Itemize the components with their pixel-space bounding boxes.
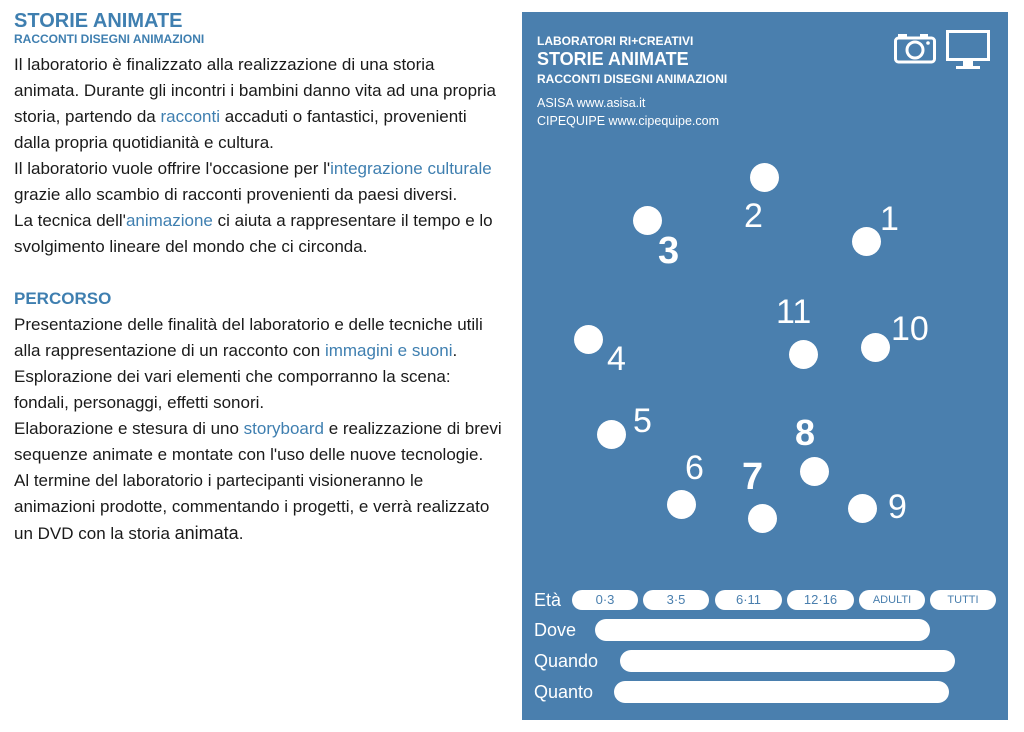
quando-field[interactable] xyxy=(620,650,955,672)
number-6: 6 xyxy=(685,449,704,487)
camera-icon xyxy=(894,32,936,64)
text-segment: accaduti o fantastici, provenienti dalla propria quotidianità e cultura. xyxy=(14,107,467,152)
text-segment: ci aiuta a rappresentare il tempo e lo svolgimento lineare del mondo che ci circonda. xyxy=(14,211,493,256)
dot-4 xyxy=(574,325,603,354)
number-4: 4 xyxy=(607,340,626,378)
dot-1 xyxy=(852,227,881,256)
eta-option-0-3[interactable]: 0·3 xyxy=(572,590,638,610)
info-panel xyxy=(522,12,1008,720)
number-11: 11 xyxy=(776,293,812,331)
eta-label: Età xyxy=(534,590,562,610)
text-segment: Presentazione delle finalità del laboratorio e delle tecniche utili alla rappresentazione di un racconto con xyxy=(14,315,483,360)
asisa-link[interactable]: ASISA www.asisa.it xyxy=(537,96,646,110)
quanto-label: Quanto xyxy=(534,682,594,702)
dove-field[interactable] xyxy=(595,619,930,641)
percorso-paragraph-4 xyxy=(14,468,504,547)
dot-5 xyxy=(597,420,626,449)
eta-option-3-5[interactable]: 3·5 xyxy=(643,590,709,610)
dot-8 xyxy=(800,457,829,486)
dot-2 xyxy=(750,163,779,192)
quando-label: Quando xyxy=(534,651,599,671)
percorso-title: PERCORSO xyxy=(14,289,112,308)
intro-paragraph-1 xyxy=(14,52,504,156)
page-subtitle: RACCONTI DISEGNI ANIMAZIONI xyxy=(14,32,205,46)
quanto-field[interactable] xyxy=(614,681,949,703)
dot-7 xyxy=(748,504,777,533)
panel-heading-series: LABORATORI RI+CREATIVI xyxy=(537,34,694,48)
number-7: 7 xyxy=(742,456,764,498)
eta-option-12-16[interactable]: 12·16 xyxy=(787,590,854,610)
percorso-paragraph-2 xyxy=(14,364,504,416)
dot-9 xyxy=(848,494,877,523)
highlighted-term: animazione xyxy=(125,211,213,230)
text-segment: grazie allo scambio di racconti provenienti da paesi diversi. xyxy=(14,185,458,204)
left-column xyxy=(14,10,504,547)
number-9: 9 xyxy=(888,488,907,526)
panel-heading-subtitle: RACCONTI DISEGNI ANIMAZIONI xyxy=(537,72,728,86)
number-10: 10 xyxy=(891,310,929,348)
dot-11 xyxy=(789,340,818,369)
highlighted-term: immagini e suoni xyxy=(324,341,453,360)
text-segment: Al termine del laboratorio i partecipanti visioneranno le animazioni prodotte, commentando i progetti, e verrà realizzato un DVD con la storia xyxy=(14,471,490,543)
intro-paragraph-3 xyxy=(14,208,504,260)
panel-heading-title: STORIE ANIMATE xyxy=(537,49,689,69)
emphasized-term: animata xyxy=(174,523,239,543)
intro-paragraph-2 xyxy=(14,156,504,208)
text-segment: Il laboratorio è finalizzato alla realizzazione di una storia animata. Durante gli incontri i bambini danno vita ad una propria storia, partendo da xyxy=(14,55,496,126)
highlighted-term: integrazione culturale xyxy=(330,159,492,178)
dot-10 xyxy=(861,333,890,362)
percorso-paragraph-3 xyxy=(14,416,504,468)
number-3: 3 xyxy=(658,230,680,272)
dove-label: Dove xyxy=(534,620,577,640)
text-segment: . xyxy=(452,341,458,360)
number-5: 5 xyxy=(633,402,652,440)
highlighted-term: storyboard xyxy=(243,419,324,438)
cipequipe-link[interactable]: CIPEQUIPE www.cipequipe.com xyxy=(537,114,720,128)
text-segment: Il laboratorio vuole offrire l'occasione per l' xyxy=(14,159,331,178)
text-segment: Esplorazione dei vari elementi che comporranno la scena: fondali, personaggi, effetti sonori. xyxy=(14,367,451,412)
highlighted-term: racconti xyxy=(160,107,221,126)
number-2: 2 xyxy=(744,197,763,235)
text-segment: . xyxy=(238,524,244,543)
dot-6 xyxy=(667,490,696,519)
percorso-paragraph-1 xyxy=(14,312,504,364)
text-segment: La tecnica dell' xyxy=(14,211,126,230)
monitor-icon xyxy=(946,30,990,70)
number-1: 1 xyxy=(880,200,899,238)
eta-option-tutti[interactable]: TUTTI xyxy=(930,590,996,610)
eta-option-6-11[interactable]: 6·11 xyxy=(715,590,782,610)
number-8: 8 xyxy=(795,412,816,453)
text-segment: e realizzazione di brevi sequenze animate e montate con l'uso delle nuove tecnologie. xyxy=(14,419,502,464)
text-segment: Elaborazione e stesura di uno xyxy=(14,419,244,438)
page-title: STORIE ANIMATE xyxy=(14,10,183,32)
eta-option-adulti[interactable]: ADULTI xyxy=(859,590,925,610)
